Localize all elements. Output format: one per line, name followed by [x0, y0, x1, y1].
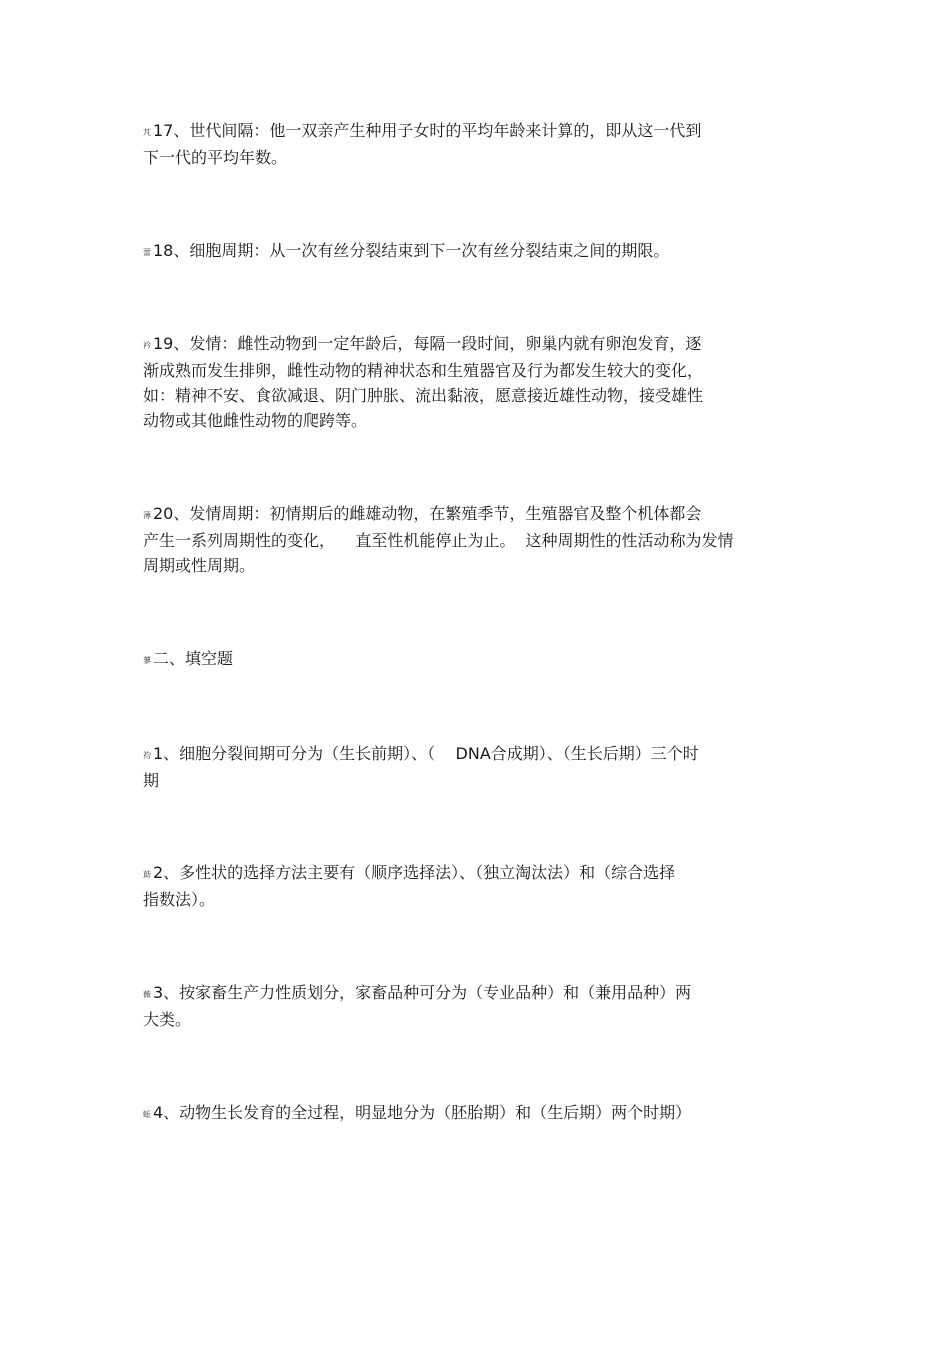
section-heading — [143, 646, 803, 673]
text-line: 产生一系列周期性的变化， 直至性机能停止为止。 这种周期性的性活动称为发情 — [143, 531, 734, 550]
definition-20 — [143, 501, 803, 578]
text-line — [143, 501, 803, 528]
line-text: 2、多性状的选择方法主要有（顺序选择法）、（独立淘汰法）和（综合选择 — [153, 863, 676, 882]
definition-18 — [143, 238, 803, 265]
text-line — [143, 118, 803, 145]
text-line: 动物或其他雌性动物的爬跨等。 — [143, 411, 368, 430]
definition-17 — [143, 118, 803, 170]
text-line: 如：精神不安、食欲减退、阴门肿胀、流出黏液，愿意接近雄性动物，接受雄性 — [143, 386, 704, 405]
text-line — [143, 331, 803, 358]
line-text: 20、发情周期：初情期后的雌雄动物，在繁殖季节，生殖器官及整个机体都会 — [153, 504, 702, 523]
line-text: 18、细胞周期：从一次有丝分裂结束到下一次有丝分裂结束之间的期限。 — [153, 241, 670, 260]
fill-in-question-2 — [143, 860, 803, 912]
fill-in-question-3 — [143, 980, 803, 1032]
text-line: 周期或性周期。 — [143, 556, 256, 575]
paragraph-marker: 袀 — [143, 751, 151, 760]
paragraph-marker: 衿 — [143, 341, 151, 350]
paragraph-marker: 蚯 — [143, 1110, 151, 1119]
text-line — [143, 741, 803, 768]
fill-in-question-4 — [143, 1100, 803, 1127]
line-text: 1、细胞分裂间期可分为（生长前期）、（ DNA合成期）、（生长后期）三个时 — [153, 744, 699, 763]
paragraph-marker: 薇 — [143, 990, 151, 999]
line-text: 17、世代间隔：他一双亲产生种用子女时的平均年龄来计算的，即从这一代到 — [153, 121, 702, 140]
paragraph-marker: 蓼 — [143, 656, 151, 665]
section-title: 二、填空题 — [153, 649, 234, 668]
paragraph-marker: 蕾 — [143, 248, 151, 257]
text-line: 渐成熟而发生排卵，雌性动物的精神状态和生殖器官及行为都发生较大的变化， — [143, 361, 704, 380]
text-line — [143, 980, 803, 1007]
text-line: 期 — [143, 771, 160, 790]
text-line: 指数法）。 — [143, 890, 216, 909]
paragraph-marker: 芃 — [143, 128, 151, 137]
paragraph-marker: 薄 — [143, 511, 151, 520]
text-line — [143, 646, 803, 673]
text-line — [143, 860, 803, 887]
text-line — [143, 1100, 803, 1127]
line-text: 19、发情：雌性动物到一定年龄后，每隔一段时间，卵巢内就有卵泡发育，逐 — [153, 334, 702, 353]
line-text: 4、动物生长发育的全过程，明显地分为（胚胎期）和（生后期）两个时期） — [153, 1103, 692, 1122]
paragraph-marker: 莇 — [143, 870, 151, 879]
text-line — [143, 238, 803, 265]
line-text: 3、按家畜生产力性质划分，家畜品种可分为（专业品种）和（兼用品种）两 — [153, 983, 692, 1002]
definition-19 — [143, 331, 803, 433]
text-line: 大类。 — [143, 1010, 192, 1029]
fill-in-question-1 — [143, 741, 803, 793]
text-line: 下一代的平均年数。 — [143, 148, 288, 167]
